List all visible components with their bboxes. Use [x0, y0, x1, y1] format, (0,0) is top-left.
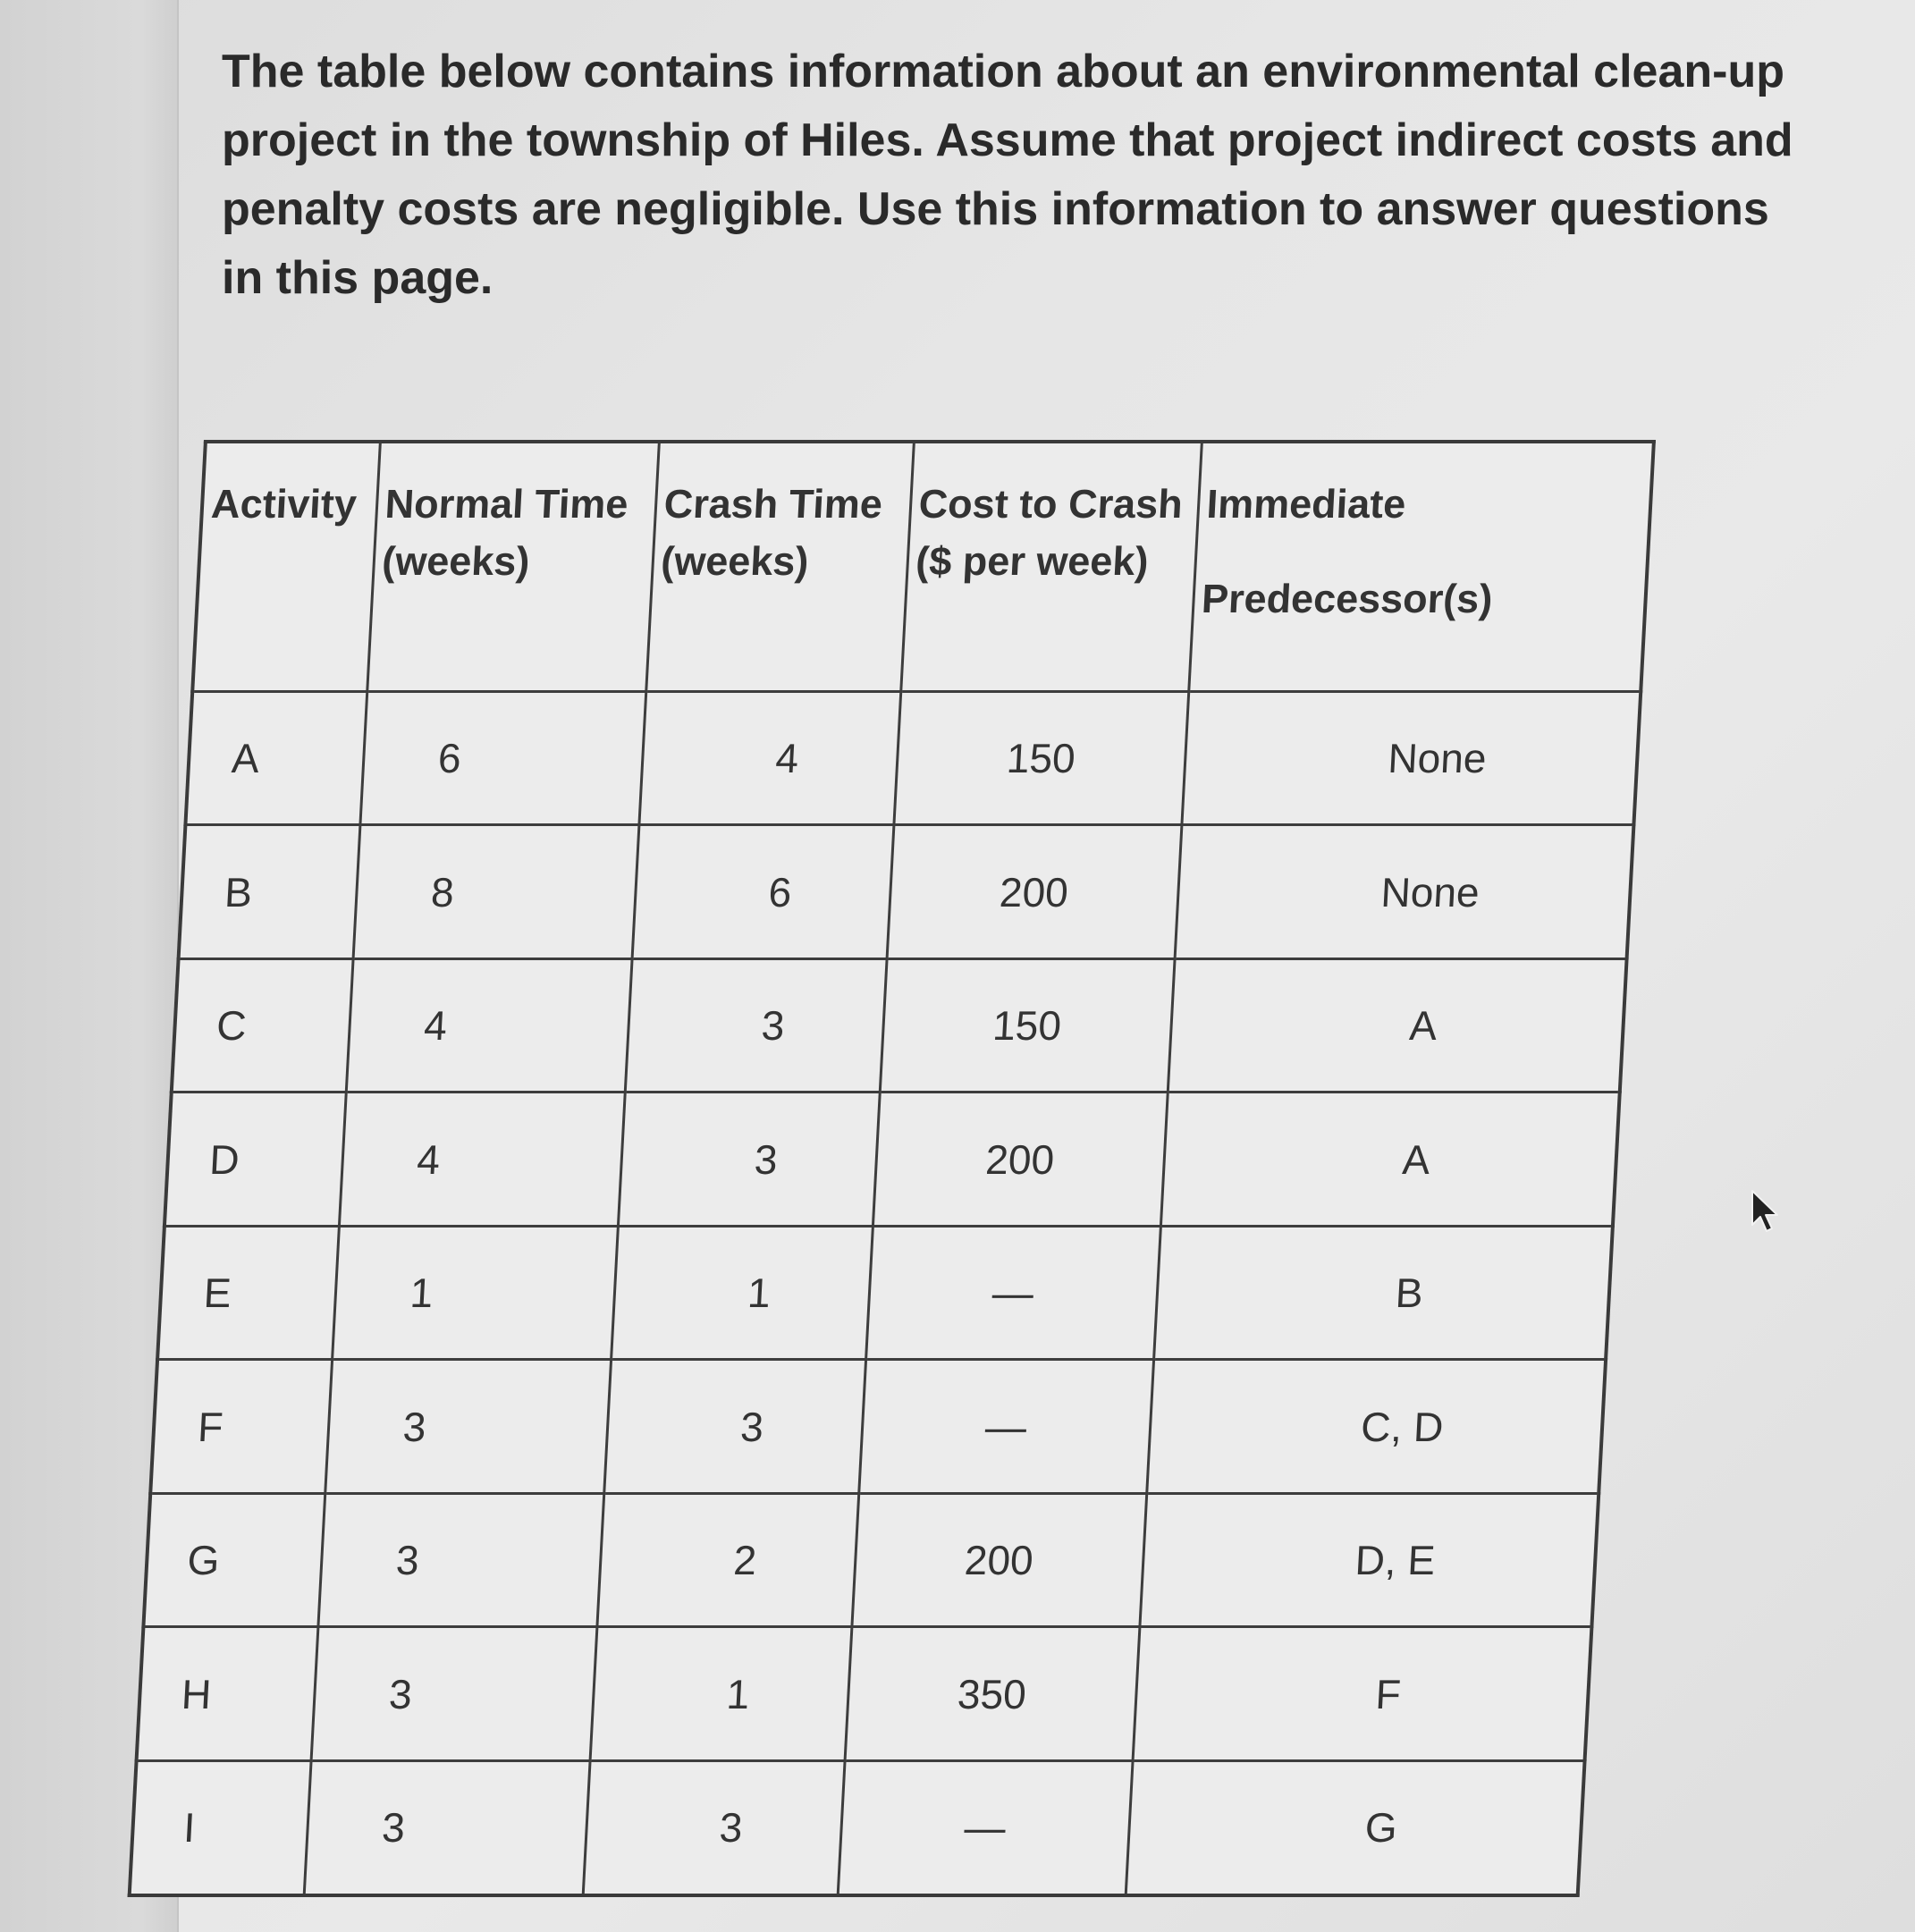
cell-activity: H	[137, 1627, 318, 1760]
cell-activity: D	[165, 1093, 346, 1226]
table-row	[150, 1360, 1606, 1493]
table-row	[179, 825, 1634, 958]
table-row	[157, 1226, 1613, 1359]
header-activity-label: Activity	[209, 481, 359, 527]
header-predecessors-label: Immediate	[1205, 481, 1407, 527]
cell-normal-time: 3	[325, 1360, 611, 1493]
cell-crash-time: 3	[583, 1760, 845, 1895]
cell-crash-time: 6	[632, 825, 894, 958]
cell-crash-time: 3	[625, 958, 887, 1092]
cell-predecessors: A	[1168, 958, 1627, 1092]
cell-activity: A	[185, 692, 367, 825]
cell-crash-time: 1	[590, 1627, 852, 1760]
cell-crash-time: 3	[618, 1093, 880, 1226]
cell-cost-to-crash: 200	[873, 1093, 1168, 1226]
header-cost-to-crash-unit: ($ per week)	[915, 538, 1150, 584]
cell-normal-time: 6	[359, 692, 645, 825]
cell-activity: B	[179, 825, 360, 958]
cell-activity: C	[172, 958, 353, 1092]
cell-predecessors: F	[1133, 1627, 1592, 1760]
cell-crash-time: 1	[611, 1226, 873, 1359]
cell-activity: E	[157, 1226, 339, 1359]
cell-cost-to-crash: —	[858, 1360, 1153, 1493]
table-row	[185, 692, 1641, 825]
cell-crash-time: 2	[596, 1493, 858, 1626]
intro-paragraph: The table below contains information about an environmental clean-up project in the township of Hiles. Assume that project indirect costs and penalty costs are negligible. Use this information to answer questions in this page.	[222, 46, 1793, 304]
header-cost-to-crash	[900, 442, 1202, 692]
cell-predecessors: G	[1126, 1760, 1585, 1895]
cell-normal-time: 3	[317, 1493, 603, 1626]
table-row	[165, 1093, 1620, 1226]
table-row	[130, 1760, 1585, 1895]
cell-activity: G	[143, 1493, 325, 1626]
header-crash-time-label: Crash Time	[662, 481, 884, 527]
cell-crash-time: 4	[638, 692, 900, 825]
header-crash-time	[645, 442, 914, 692]
table-header-row	[192, 442, 1654, 692]
table-row	[172, 958, 1627, 1092]
cell-predecessors: A	[1160, 1093, 1620, 1226]
cell-cost-to-crash: —	[838, 1760, 1133, 1895]
cell-crash-time: 3	[603, 1360, 865, 1493]
cell-normal-time: 3	[304, 1760, 590, 1895]
cell-normal-time: 3	[311, 1627, 597, 1760]
cell-cost-to-crash: 150	[893, 692, 1188, 825]
cell-cost-to-crash: 200	[887, 825, 1182, 958]
table-row	[143, 1493, 1599, 1626]
cell-cost-to-crash: 150	[880, 958, 1175, 1092]
header-activity	[192, 442, 380, 692]
table-container	[128, 440, 1652, 1897]
header-predecessors	[1188, 442, 1654, 692]
header-crash-time-unit: (weeks)	[660, 538, 810, 584]
cell-activity: F	[150, 1360, 332, 1493]
header-predecessors-label-2: Predecessor(s)	[1200, 576, 1494, 621]
cell-activity: I	[130, 1760, 311, 1895]
table-row	[137, 1627, 1592, 1760]
mouse-pointer-icon	[1750, 1189, 1781, 1234]
header-cost-to-crash-label: Cost to Crash	[917, 481, 1185, 527]
cell-predecessors: None	[1181, 692, 1641, 825]
header-normal-time	[367, 442, 659, 692]
cell-normal-time: 1	[332, 1226, 618, 1359]
cell-normal-time: 8	[353, 825, 639, 958]
activity-table	[128, 440, 1656, 1897]
cell-predecessors: B	[1153, 1226, 1613, 1359]
cell-predecessors: None	[1175, 825, 1634, 958]
cell-cost-to-crash: 200	[851, 1493, 1146, 1626]
document-page	[177, 0, 1915, 1932]
header-normal-time-unit: (weeks)	[381, 538, 531, 584]
cell-predecessors: C, D	[1146, 1360, 1606, 1493]
cell-normal-time: 4	[339, 1093, 625, 1226]
cell-cost-to-crash: —	[865, 1226, 1160, 1359]
cell-normal-time: 4	[346, 958, 632, 1092]
header-normal-time-label: Normal Time	[384, 481, 629, 527]
cell-cost-to-crash: 350	[845, 1627, 1140, 1760]
cell-predecessors: D, E	[1139, 1493, 1599, 1626]
